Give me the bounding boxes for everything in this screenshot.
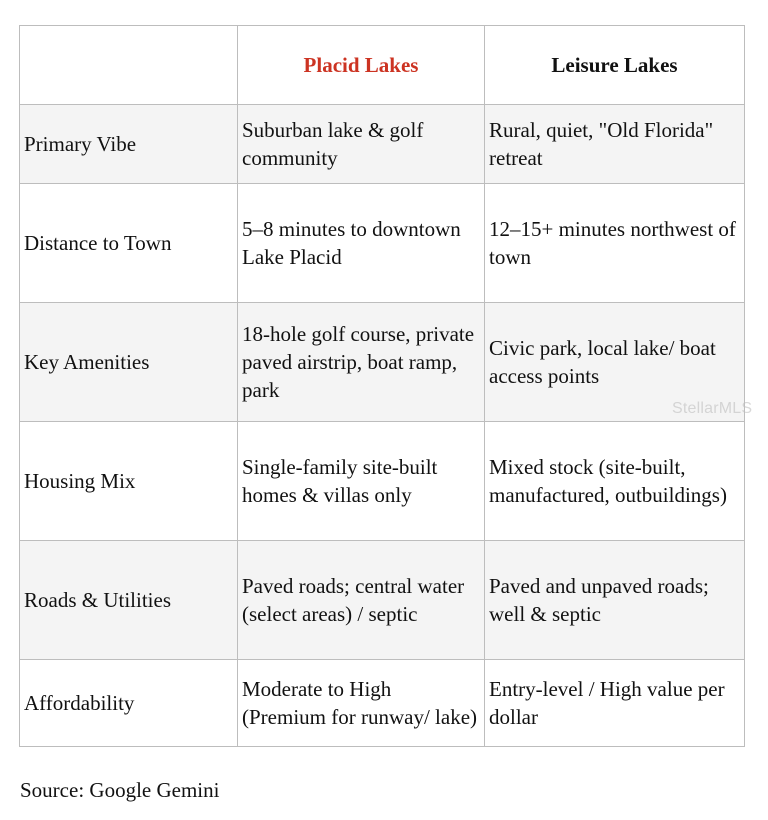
row-label: Housing Mix (20, 422, 238, 541)
row-label: Key Amenities (20, 303, 238, 422)
table-row (20, 541, 745, 660)
table-header-row (20, 26, 745, 105)
leisure-cell: Civic park, local lake/ boat access points (485, 303, 745, 422)
placid-cell: Moderate to High (Premium for runway/ lake) (238, 660, 485, 747)
leisure-cell: Entry-level / High value per dollar (485, 660, 745, 747)
placid-cell: 5–8 minutes to downtown Lake Placid (238, 184, 485, 303)
stellarmls-watermark: StellarMLS (672, 400, 753, 417)
leisure-cell: Rural, quiet, "Old Florida" retreat (485, 105, 745, 184)
leisure-cell: 12–15+ minutes northwest of town (485, 184, 745, 303)
table-row (20, 303, 745, 422)
header-blank-cell (20, 26, 238, 105)
placid-cell: Suburban lake & golf community (238, 105, 485, 184)
header-leisure-lakes: Leisure Lakes (485, 26, 745, 105)
header-placid-lakes: Placid Lakes (238, 26, 485, 105)
table-row (20, 184, 745, 303)
row-label: Affordability (20, 660, 238, 747)
comparison-table (19, 25, 745, 747)
table-row (20, 105, 745, 184)
placid-cell: 18-hole golf course, private paved airstrip, boat ramp, park (238, 303, 485, 422)
table-row (20, 660, 745, 747)
row-label: Primary Vibe (20, 105, 238, 184)
leisure-cell: Paved and unpaved roads; well & septic (485, 541, 745, 660)
table-row (20, 422, 745, 541)
placid-cell: Single-family site-built homes & villas only (238, 422, 485, 541)
row-label: Distance to Town (20, 184, 238, 303)
leisure-cell: Mixed stock (site-built, manufactured, outbuildings) (485, 422, 745, 541)
row-label: Roads & Utilities (20, 541, 238, 660)
source-caption: Source: Google Gemini (20, 778, 220, 802)
placid-cell: Paved roads; central water (select areas) / septic (238, 541, 485, 660)
